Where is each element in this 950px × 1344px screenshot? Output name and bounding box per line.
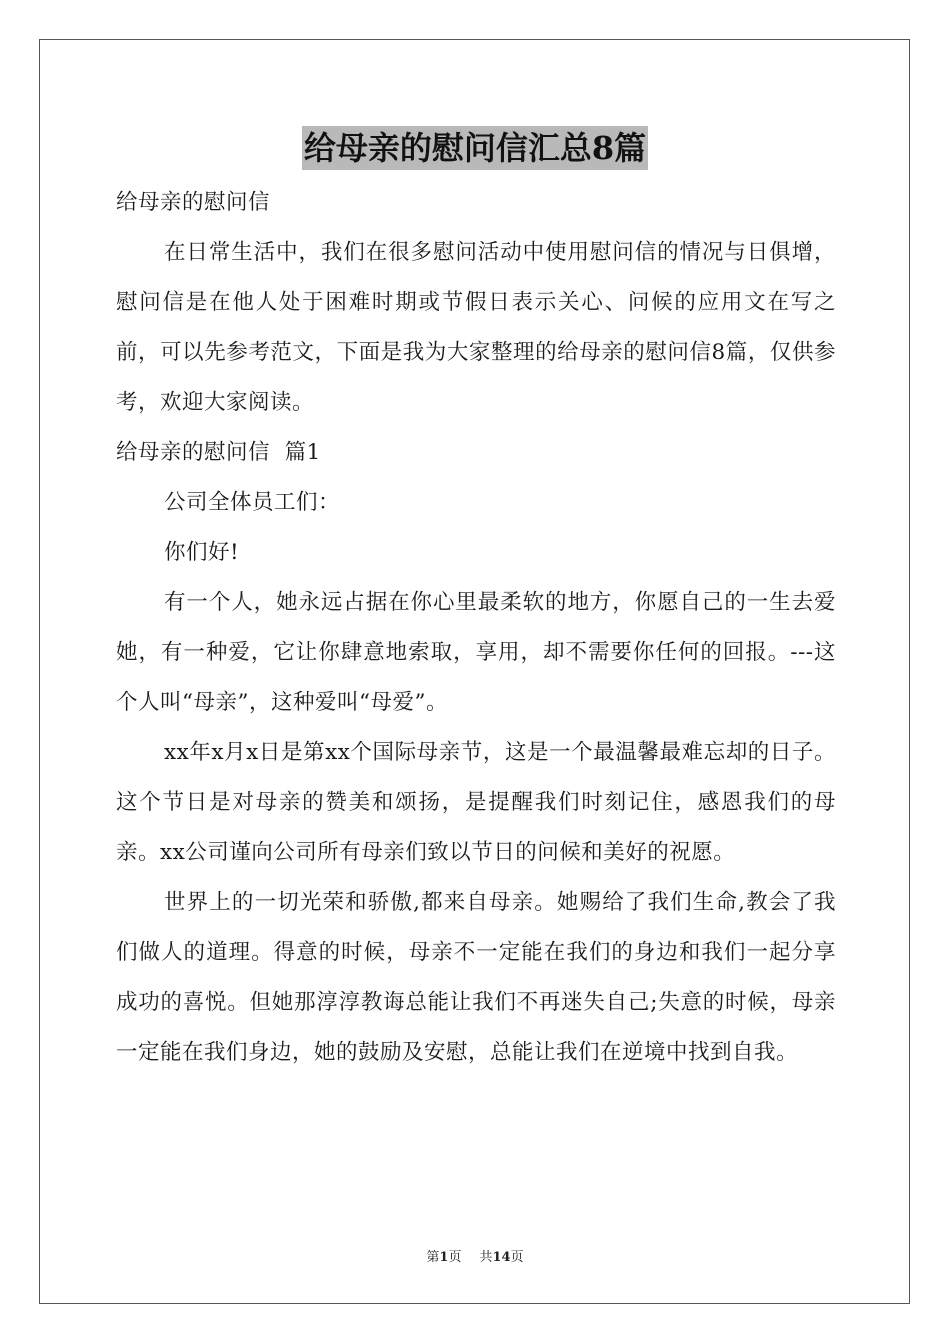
document-body	[116, 178, 836, 1078]
page-total: 14	[492, 1250, 511, 1265]
page-current: 1	[439, 1250, 449, 1265]
paragraph: xx年x月x日是第xx个国际母亲节，这是一个最温馨最难忘却的日子。这个节日是对母亲的赞美和颂扬，是提醒我们时刻记住，感恩我们的母亲。xx公司谨向公司所有母亲们致以节日的问候和美好的祝愿。	[116, 740, 836, 865]
page-footer	[0, 1246, 950, 1265]
document-title: 给母亲的慰问信汇总8篇	[302, 126, 648, 170]
paragraph: 有一个人，她永远占据在你心里最柔软的地方，你愿自己的一生去爱她，有一种爱，它让你肆意地索取，享用，却不需要你任何的回报。---这个人叫“母亲”，这种爱叫“母爱”。	[116, 590, 836, 715]
paragraph: 在日常生活中，我们在很多慰问活动中使用慰问信的情况与日俱增，慰问信是在他人处于困难时期或节假日表示关心、问候的应用文在写之前，可以先参考范文，下面是我为大家整理的给母亲的慰问信8篇，仅供参考，欢迎大家阅读。	[116, 240, 836, 415]
section-heading: 给母亲的慰问信 篇1	[116, 440, 321, 465]
paragraph: 给母亲的慰问信	[116, 190, 271, 215]
title-wrap	[0, 126, 950, 170]
paragraph: 你们好!	[164, 540, 240, 565]
paragraph: 公司全体员工们：	[164, 490, 341, 515]
paragraph: 世界上的一切光荣和骄傲,都来自母亲。她赐给了我们生命,教会了我们做人的道理。得意的时候，母亲不一定能在我们的身边和我们一起分享成功的喜悦。但她那淳淳教诲总能让我们不再迷失自己;失意的时候，母亲一定能在我们身边，她的鼓励及安慰，总能让我们在逆境中找到自我。	[116, 890, 836, 1065]
total-suffix: 页	[510, 1250, 524, 1265]
page-suffix: 页	[448, 1250, 462, 1265]
total-prefix: 共	[479, 1250, 493, 1265]
page-prefix: 第	[426, 1250, 440, 1265]
